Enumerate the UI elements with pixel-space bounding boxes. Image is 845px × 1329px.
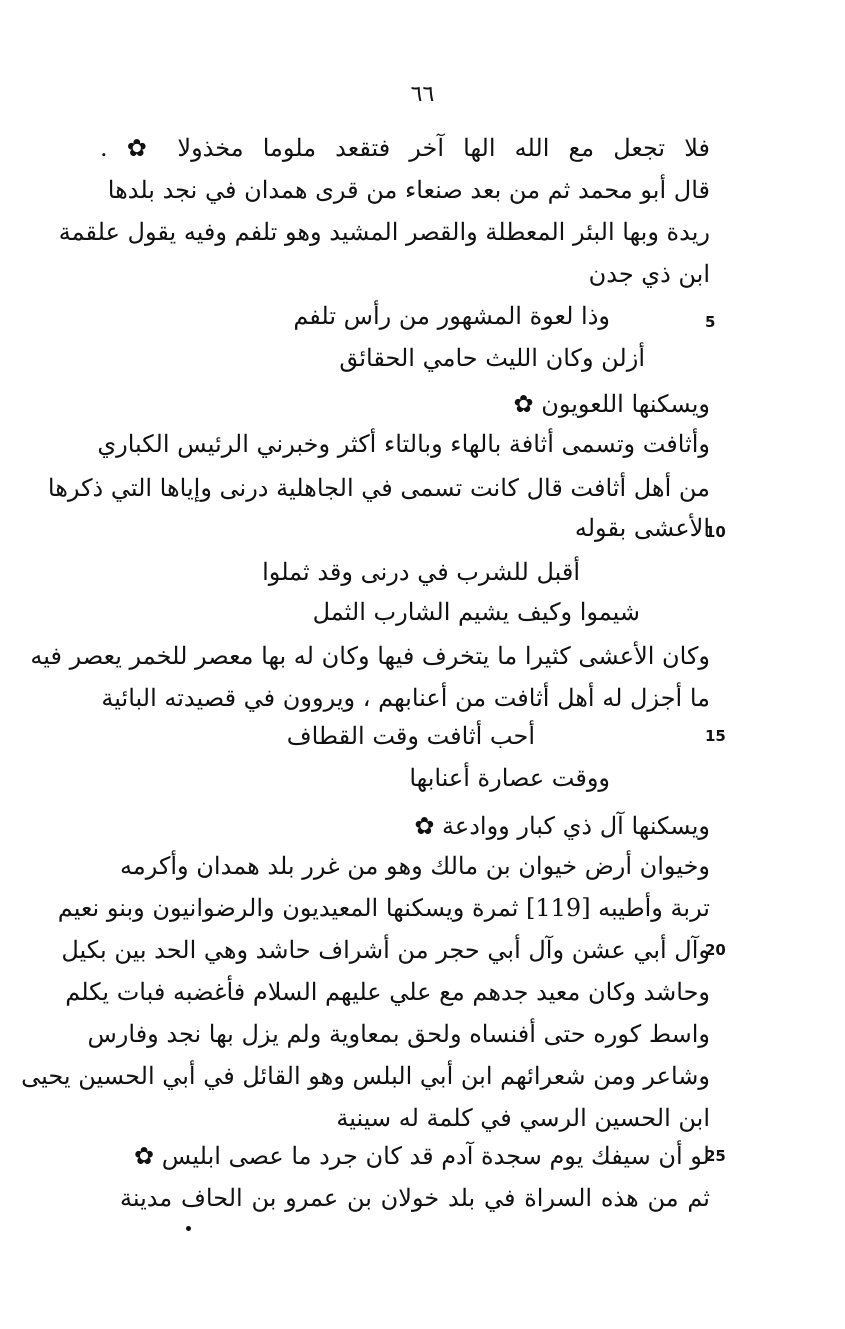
text-line: وآل أبي عشن وآل أبي حجر من أشراف حاشد وهي الحد بين بكيل — [61, 936, 710, 964]
text-line: وخيوان أرض خيوان بن مالك وهو من غرر بلد همدان وأكرمه — [120, 852, 710, 880]
text-line: تربة وأطيبه [119] ثمرة ويسكنها المعيديون والرضوانيون وبنو نعيم — [57, 894, 710, 922]
text-line: الأعشى بقوله — [574, 514, 710, 542]
verse-line: لو أن سيفك يوم سجدة آدم قد كان جرد ما عصى ابليس ✿ — [134, 1142, 710, 1170]
text-line: ريدة وبها البئر المعطلة والقصر المشيد وهو تلفم وفيه يقول علقمة — [58, 218, 710, 246]
line-number: 15 — [705, 727, 726, 745]
text-line: ويسكنها آل ذي كبار ووادعة ✿ — [414, 812, 710, 840]
line-number: 10 — [705, 523, 726, 541]
footer-dot — [186, 1226, 191, 1231]
line-number: 5 — [705, 313, 716, 331]
text-line: ثم من هذه السراة في بلد خولان بن عمرو بن الحاف مدينة — [120, 1184, 710, 1212]
text-line: وكان الأعشى كثيرا ما يتخرف فيها وكان له بها معصر للخمر يعصر فيه — [30, 642, 710, 670]
text-line: ويسكنها اللعويون ✿ — [513, 390, 710, 418]
text-line: فلا تجعل مع الله الها آخر فتقعد ملوما مخذولا ✿ . — [100, 134, 710, 162]
line-number: 25 — [705, 1147, 726, 1165]
text-line: ما أجزل له أهل أثافت من أعنابهم ، ويروون في قصيدته البائية — [101, 684, 710, 712]
text-line: وشاعر ومن شعرائهم ابن أبي البلس وهو القائل في أبي الحسين يحيى — [21, 1062, 710, 1090]
verse-line: شيموا وكيف يشيم الشارب الثمل — [312, 598, 640, 626]
line-number: 20 — [705, 941, 726, 959]
text-line: واسط كوره حتى أفنساه ولحق بمعاوية ولم يزل بها نجد وفارس — [87, 1020, 710, 1048]
verse-line: أزلن وكان الليث حامي الحقائق — [339, 344, 645, 372]
text-line: من أهل أثافت قال كانت تسمى في الجاهلية درنى وإياها التي ذكرها — [47, 474, 710, 502]
verse-line: أحب أثافت وقت القطاف — [286, 722, 535, 750]
text-line: وحاشد وكان معيد جدهم مع علي عليهم السلام فأغضبه فبات يكلم — [65, 978, 710, 1006]
verse-line: ووقت عصارة أعنابها — [409, 764, 610, 792]
verse-line: وذا لعوة المشهور من رأس تلفم — [293, 302, 610, 330]
page-number: ٦٦ — [410, 82, 435, 107]
text-line: قال أبو محمد ثم من بعد صنعاء من قرى همدان في نجد بلدها — [107, 176, 710, 204]
verse-line: أقبل للشرب في درنى وقد ثملوا — [262, 558, 580, 586]
text-line: وأثافت وتسمى أثافة بالهاء وبالتاء أكثر وخبرني الرئيس الكباري — [97, 430, 710, 458]
text-line: ابن الحسين الرسي في كلمة له سينية — [336, 1104, 710, 1132]
text-line: ابن ذي جدن — [588, 260, 710, 288]
